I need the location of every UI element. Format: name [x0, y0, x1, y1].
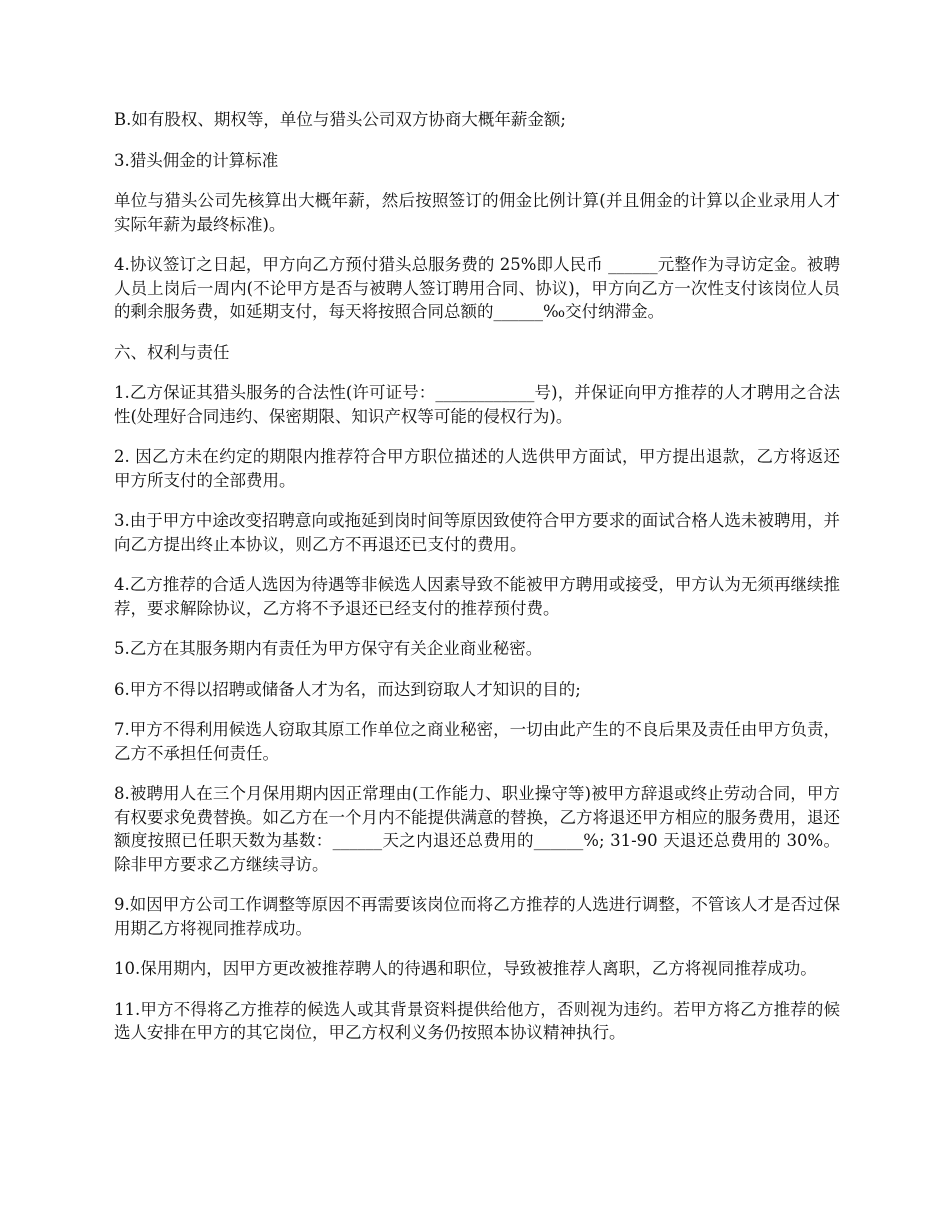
- clause-6-no-knowledge-theft: 6.甲方不得以招聘或储备人才为名，而达到窃取人才知识的目的;: [114, 679, 581, 699]
- paragraph-prepayment: 4.协议签订之日起，甲方向乙方预付猎头总服务费的 25%即人民币 ______元整作为寻访定金。被聘人员上岗后一周内(不论甲方是否与被聘人签订聘用合同、协议)，甲方向乙方一次性支付该岗位人员的剩余服务费，如延期支付，每天将按照合同总额的______‰交付纳滞金。: [114, 255, 840, 321]
- clause-11-candidate-data: 11.甲方不得将乙方推荐的候选人或其背景资料提供给他方，否则视为违约。若甲方将乙方推荐的候选人安排在甲方的其它岗位，甲乙方权利义务仍按照本协议精神执行。: [114, 999, 840, 1042]
- section-heading-rights-responsibilities: 六、权利与责任: [114, 342, 230, 362]
- clause-2-refund: 2. 因乙方未在约定的期限内推荐符合甲方职位描述的人选供甲方面试，甲方提出退款，乙方将返还甲方所支付的全部费用。: [114, 447, 840, 490]
- clause-4-no-refund: 4.乙方推荐的合适人选因为待遇等非候选人因素导致不能被甲方聘用或接受，甲方认为无须再继续推荐，要求解除协议，乙方将不予退还已经支付的推荐预付费。: [114, 575, 840, 618]
- clause-1-legality: 1.乙方保证其猎头服务的合法性(许可证号：____________号)，并保证向甲方推荐的人才聘用之合法性(处理好合同违约、保密期限、知识产权等可能的侵权行为)。: [114, 383, 840, 426]
- heading-commission-standard: 3.猎头佣金的计算标准: [114, 150, 279, 170]
- clause-8-guarantee-period: 8.被聘用人在三个月保用期内因正常理由(工作能力、职业操守等)被甲方辞退或终止劳动合同，甲方有权要求免费替换。如乙方在一个月内不能提供满意的替换，乙方将退还甲方相应的服务费用，退还额度按照已任职天数为基数：______天之内退还总费用的______%; 31-90 天退还总费用的 30%。 除非甲方要求乙方继续寻访。: [114, 784, 840, 874]
- paragraph-equity-salary: B.如有股权、期权等，单位与猎头公司双方协商大概年薪金额;: [114, 110, 566, 129]
- clause-10-treatment-change: 10.保用期内，因甲方更改被推荐聘人的待遇和职位，导致被推荐人离职，乙方将视同推荐成功。: [114, 959, 817, 978]
- clause-5-confidentiality: 5.乙方在其服务期内有责任为甲方保守有关企业商业秘密。: [114, 639, 543, 658]
- document-body: [114, 108, 840, 1062]
- clause-9-position-adjustment: 9.如因甲方公司工作调整等原因不再需要该岗位而将乙方推荐的人选进行调整，不管该人才是否过保用期乙方将视同推荐成功。: [114, 895, 840, 938]
- clause-7-trade-secrets: 7.甲方不得利用候选人窃取其原工作单位之商业秘密，一切由此产生的不良后果及责任由甲方负责，乙方不承担任何责任。: [114, 720, 840, 763]
- clause-3-termination: 3.由于甲方中途改变招聘意向或拖延到岗时间等原因致使符合甲方要求的面试合格人选未被聘用，并向乙方提出终止本协议，则乙方不再退还已支付的费用。: [114, 511, 840, 554]
- paragraph-commission-calculation: 单位与猎头公司先核算出大概年薪，然后按照签订的佣金比例计算(并且佣金的计算以企业录用人才实际年薪为最终标准)。: [114, 191, 840, 234]
